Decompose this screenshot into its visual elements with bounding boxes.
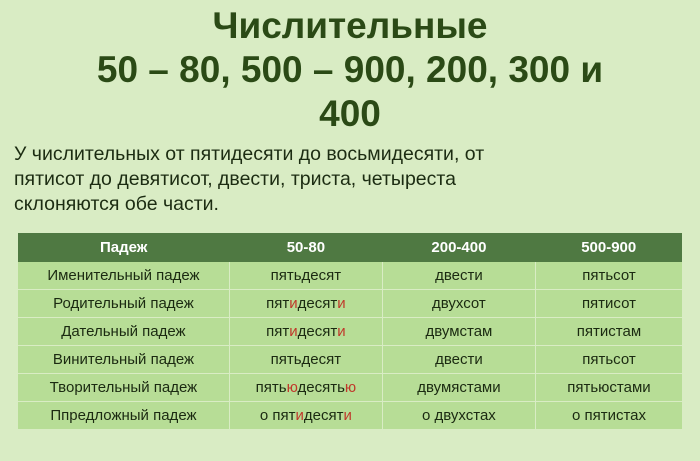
cell-case-name: Винительный падеж [18,346,229,374]
table-header-row [18,233,682,262]
highlighted-ending: и [289,295,298,312]
word-segment: пятисот [581,295,636,312]
table-header [18,233,682,262]
word-segment: пятистам [576,323,642,340]
intro-line-3: склоняются обе части. [14,193,219,215]
table-row [18,346,682,374]
table-row [18,262,682,290]
highlighted-ending: и [337,323,346,340]
cell-500-900 [535,402,682,430]
cell-200-400 [382,402,535,430]
word-segment: о пят [259,407,296,424]
word-segment: двести [435,351,483,368]
cell-case-name: Ппредложный падеж [18,402,229,430]
word-segment: двухсот [432,295,486,312]
word-segment: пятьсот [582,267,636,284]
highlighted-ending: ю [286,379,298,396]
table-row [18,290,682,318]
title-line-3: 400 [319,93,381,134]
cell-50-80 [229,346,382,374]
word-segment: двести [435,267,483,284]
word-segment: пятьсот [582,351,636,368]
title-line-1: Числительные [212,5,488,46]
word-segment: десят [297,295,338,312]
cell-200-400 [382,290,535,318]
word-segment: пят [266,295,290,312]
word-segment: о пятистах [571,407,646,424]
cell-50-80 [229,290,382,318]
cell-500-900 [535,346,682,374]
cell-50-80 [229,402,382,430]
page-title [0,0,700,136]
highlighted-ending: и [337,295,346,312]
word-segment: десят [297,323,338,340]
cell-200-400 [382,374,535,402]
cell-case-name: Дательный падеж [18,318,229,346]
cell-500-900 [535,318,682,346]
title-line-2: 50 – 80, 500 – 900, 200, 300 и [96,49,604,90]
word-segment: о двухстах [422,407,496,424]
table-body [18,262,682,429]
header-500-900: 500-900 [535,233,682,262]
cell-200-400 [382,346,535,374]
word-segment: десять [297,379,345,396]
highlighted-ending: и [343,407,352,424]
cell-case-name: Творительный падеж [18,374,229,402]
declension-table [18,233,682,429]
intro-line-2: пятисот до девятисот, двести, триста, четыреста [14,168,456,190]
highlighted-ending: и [295,407,304,424]
word-segment: пятьдесят [270,351,342,368]
declension-table-wrapper [18,233,682,429]
cell-50-80 [229,318,382,346]
intro-line-1: У числительных от пятидесяти до восьмидесяти, от [14,143,485,165]
cell-50-80 [229,262,382,290]
header-200-400: 200-400 [382,233,535,262]
word-segment: десят [303,407,344,424]
intro-paragraph [14,142,686,217]
cell-500-900 [535,262,682,290]
word-segment: пятьдесят [270,267,342,284]
header-case: Падеж [18,233,229,262]
cell-200-400 [382,262,535,290]
cell-50-80 [229,374,382,402]
word-segment: пять [255,379,287,396]
table-row [18,318,682,346]
word-segment: двумстам [425,323,493,340]
cell-500-900 [535,374,682,402]
highlighted-ending: и [289,323,298,340]
table-row [18,402,682,430]
word-segment: пят [266,323,290,340]
header-50-80: 50-80 [229,233,382,262]
word-segment: пятьюстами [567,379,651,396]
cell-case-name: Родительный падеж [18,290,229,318]
highlighted-ending: ю [344,379,357,396]
word-segment: двумястами [417,379,501,396]
cell-case-name: Именительный падеж [18,262,229,290]
cell-200-400 [382,318,535,346]
cell-500-900 [535,290,682,318]
table-row [18,374,682,402]
